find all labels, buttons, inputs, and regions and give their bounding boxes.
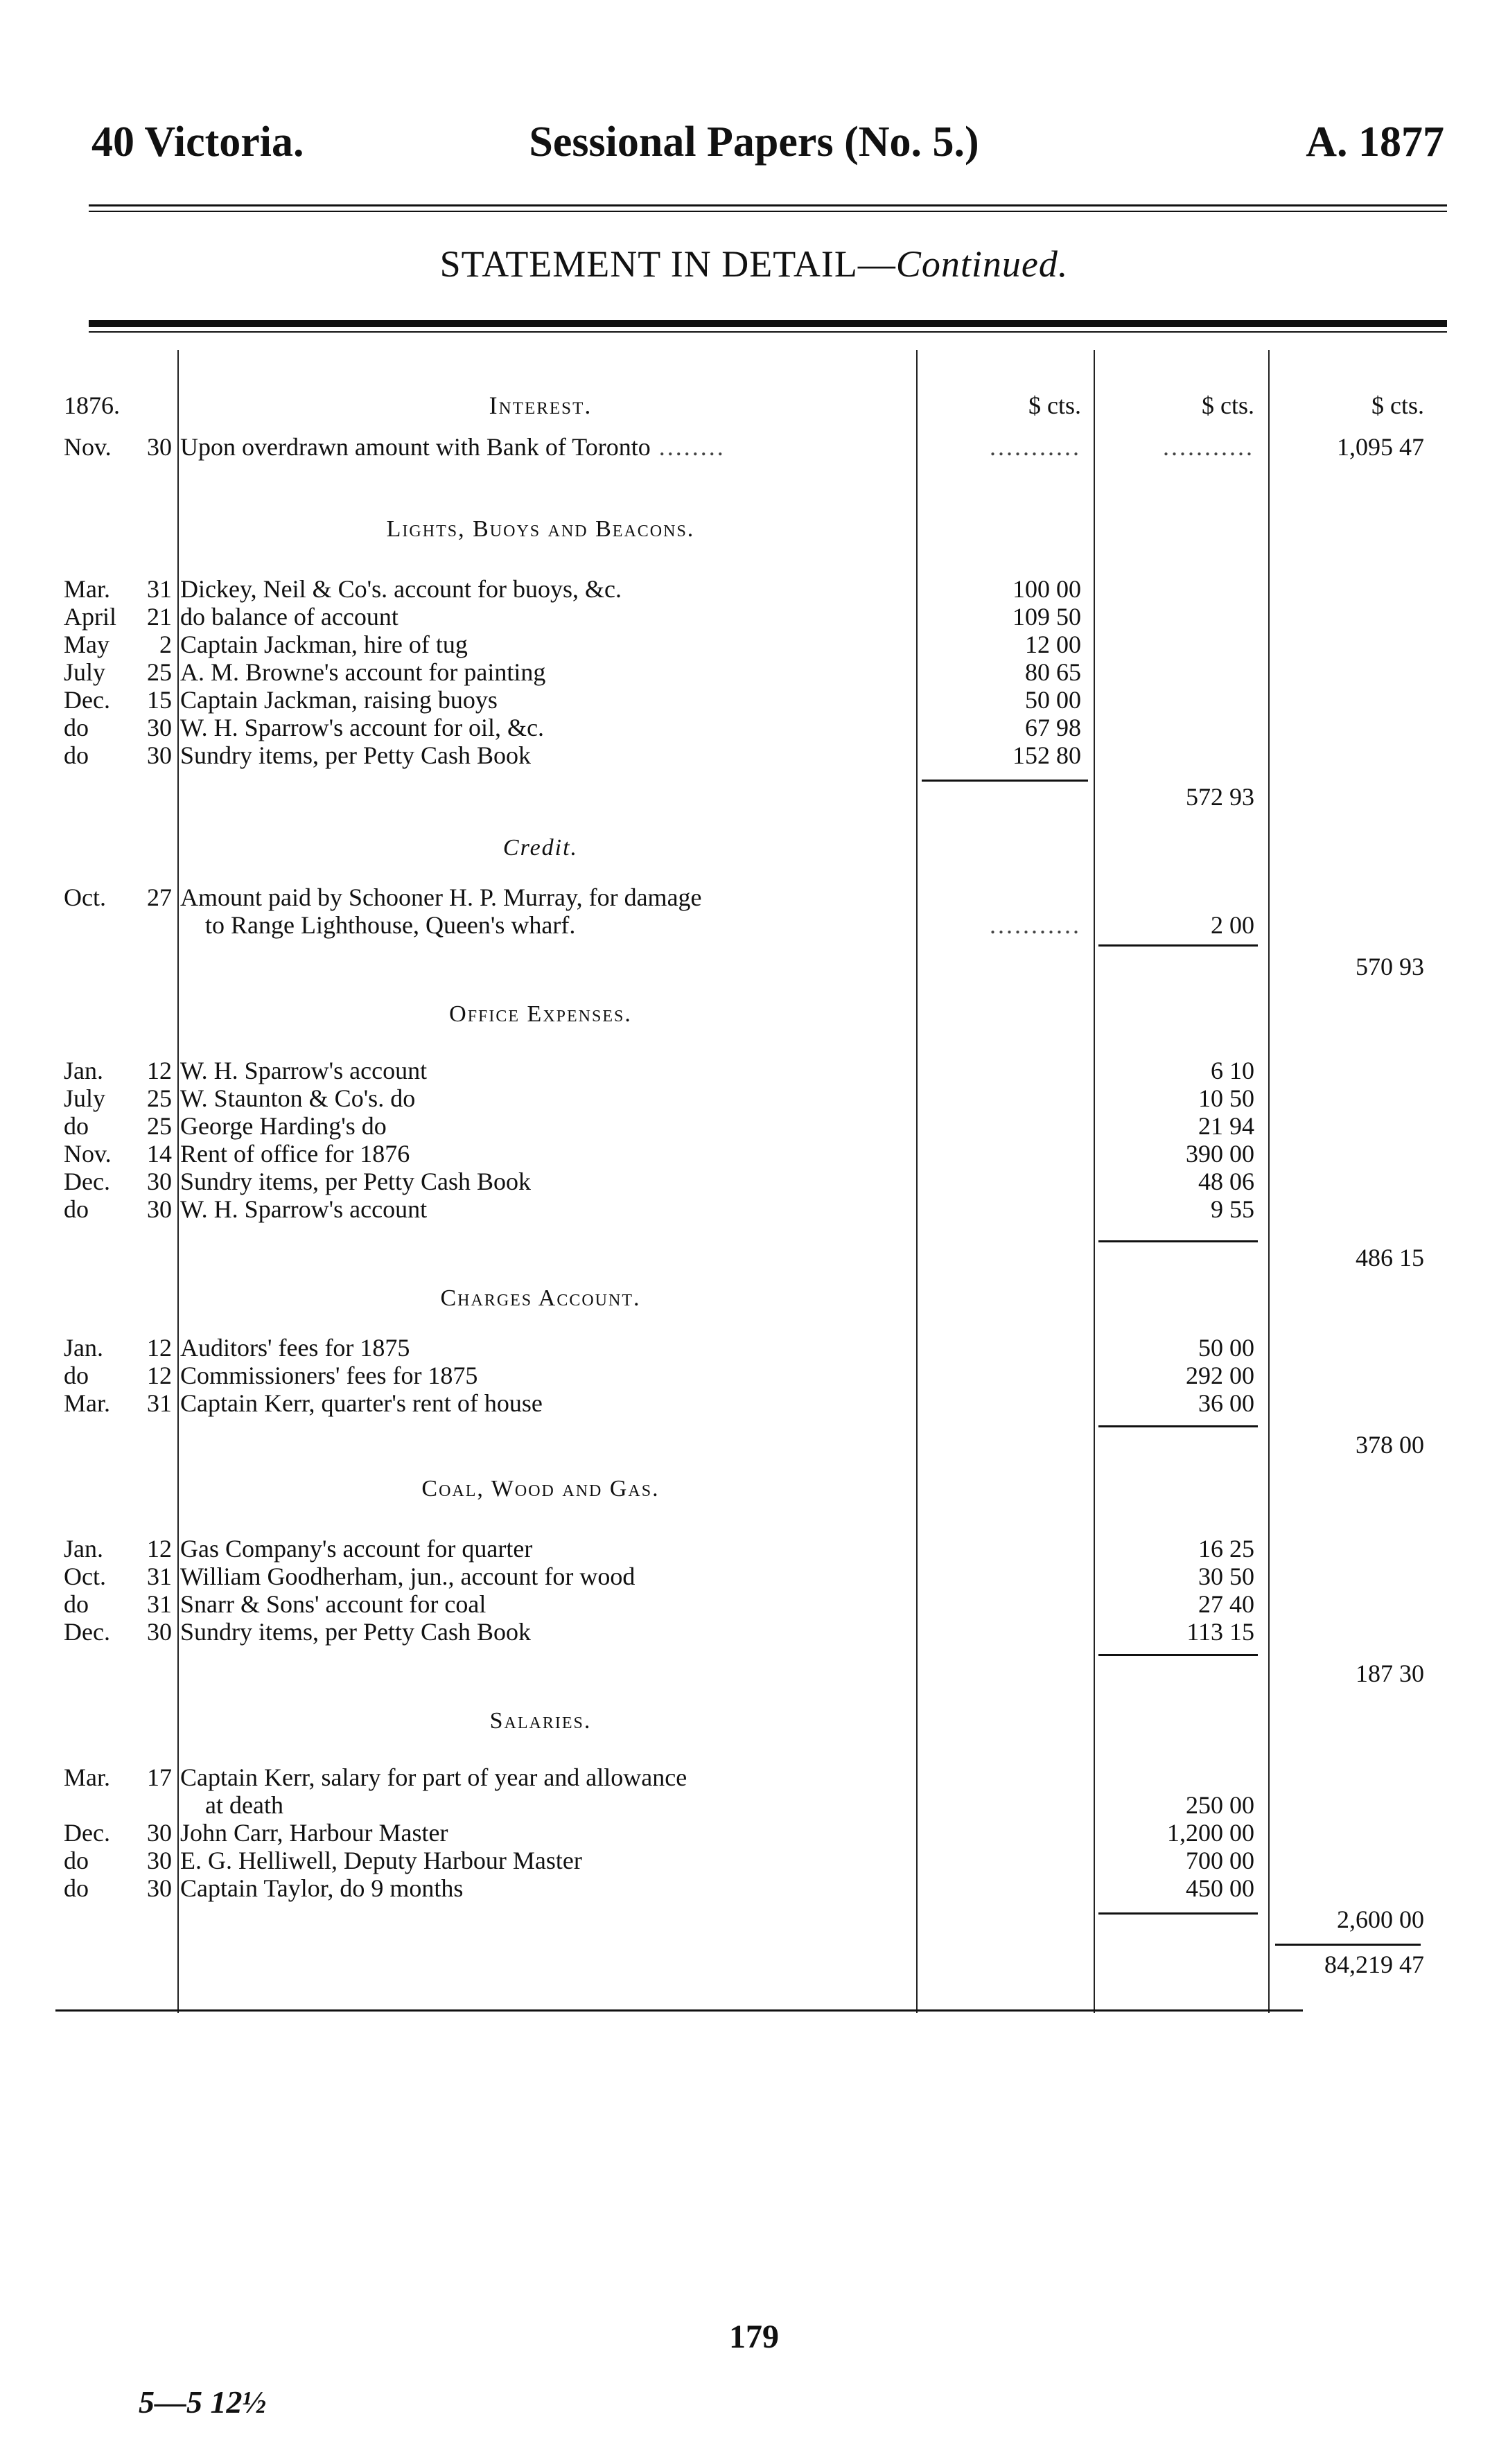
row-desc: Auditors' fees for 1875: [180, 1334, 410, 1362]
row-day: 31: [147, 1389, 172, 1417]
row-day: 2: [159, 631, 172, 658]
row-day: 17: [147, 1763, 172, 1791]
table-row: [0, 883, 1508, 911]
row-month: Mar.: [64, 575, 110, 603]
row-day: 30: [147, 1618, 172, 1646]
row-c2: 450 00: [1186, 1874, 1254, 1902]
row-c2: 390 00: [1186, 1140, 1254, 1168]
row-c1: 50 00: [1025, 686, 1081, 714]
table-row: [0, 1590, 1508, 1618]
row-c3: 1,095 47: [1337, 433, 1424, 461]
subtotal-rule: [1098, 1425, 1258, 1427]
table-row: [0, 1618, 1508, 1646]
subtotal-row: [0, 1906, 1508, 1933]
row-desc: W. H. Sparrow's account: [180, 1195, 428, 1223]
row-c2: 16 25: [1198, 1535, 1254, 1563]
row-c2: 27 40: [1198, 1590, 1254, 1618]
subtotal-c3: 2,600 00: [1337, 1906, 1424, 1933]
title-rule-thin: [89, 331, 1447, 333]
row-month: Jan.: [64, 1535, 103, 1563]
row-day: 21: [147, 603, 172, 631]
row-c2: 50 00: [1198, 1334, 1254, 1362]
table-row: [0, 1334, 1508, 1362]
table-row: [0, 714, 1508, 741]
table-row: [0, 575, 1508, 603]
row-c2: 6 10: [1211, 1057, 1254, 1084]
subtotal-rule: [1098, 1654, 1258, 1656]
row-day: 12: [147, 1334, 172, 1362]
row-c1: 80 65: [1025, 658, 1081, 686]
header-center: Sessional Papers (No. 5.): [529, 118, 979, 166]
table-row: [0, 1791, 1508, 1819]
table-row: [0, 1763, 1508, 1791]
row-month: do: [64, 1847, 89, 1874]
row-c1: 109 50: [1012, 603, 1081, 631]
row-month: Oct.: [64, 883, 106, 911]
row-day: 31: [147, 1563, 172, 1590]
row-c2: 250 00: [1186, 1791, 1254, 1819]
c1-header: $ cts.: [1028, 391, 1081, 419]
row-day: 14: [147, 1140, 172, 1168]
table-bottom-rule: [55, 2009, 1303, 2012]
subtotal-rule: [1098, 1240, 1258, 1242]
row-day: 31: [147, 575, 172, 603]
row-month: Dec.: [64, 1168, 110, 1195]
header-rule-bottom: [89, 211, 1447, 212]
row-c2-leader: ...........: [1163, 433, 1254, 461]
subtotal-c3: 378 00: [1356, 1431, 1424, 1459]
subtotal-c2: 572 93: [1186, 783, 1254, 811]
page-number: 179: [729, 2318, 779, 2355]
row-month: do: [64, 1195, 89, 1223]
table-row: [0, 1535, 1508, 1563]
table-row: [0, 1563, 1508, 1590]
column-header-row: [0, 391, 1508, 419]
row-desc: E. G. Helliwell, Deputy Harbour Master: [180, 1847, 582, 1874]
c2-header: $ cts.: [1202, 391, 1254, 419]
subtotal-row: [0, 1660, 1508, 1687]
row-c2: 30 50: [1198, 1563, 1254, 1590]
row-day: 30: [147, 1874, 172, 1902]
row-desc: Sundry items, per Petty Cash Book: [180, 1168, 531, 1195]
title-rule-thick: [89, 320, 1447, 327]
row-desc: Dickey, Neil & Co's. account for buoys, &c.: [180, 575, 622, 603]
row-c2: 1,200 00: [1167, 1819, 1254, 1847]
subtotal-row: [0, 783, 1508, 811]
row-desc: William Goodherham, jun., account for wood: [180, 1563, 635, 1590]
subtotal-c3: 486 15: [1356, 1244, 1424, 1271]
subtotal-c3: 570 93: [1356, 953, 1424, 980]
row-c1-leader: ...........: [990, 433, 1081, 461]
row-desc: at death: [205, 1791, 283, 1819]
row-month: Oct.: [64, 1563, 106, 1590]
row-c2: 292 00: [1186, 1362, 1254, 1389]
row-day: 30: [147, 1168, 172, 1195]
table-row: [0, 1168, 1508, 1195]
table-row: [0, 1195, 1508, 1223]
grand-total: 84,219 47: [1324, 1951, 1424, 1978]
row-day: 30: [147, 1195, 172, 1223]
row-c1-leader: ...........: [990, 911, 1081, 939]
section-heading-charges: Charges Account.: [440, 1285, 641, 1311]
table-row: [0, 433, 1508, 461]
row-day: 12: [147, 1535, 172, 1563]
table-row: [0, 1389, 1508, 1417]
row-day: 30: [147, 714, 172, 741]
row-month: do: [64, 714, 89, 741]
table-row: [0, 1057, 1508, 1084]
year-header: 1876.: [64, 391, 120, 419]
row-day: 25: [147, 1112, 172, 1140]
row-day: 12: [147, 1362, 172, 1389]
row-day: 27: [147, 883, 172, 911]
subtotal-row: [0, 1244, 1508, 1271]
section-heading-coal: Coal, Wood and Gas.: [421, 1476, 660, 1502]
row-desc: W. H. Sparrow's account for oil, &c.: [180, 714, 545, 741]
row-desc-text: Upon overdrawn amount with Bank of Toronto: [180, 433, 651, 461]
section-heading-credit: Credit.: [502, 835, 579, 861]
row-month: April: [64, 603, 116, 631]
row-desc: W. Staunton & Co's. do: [180, 1084, 416, 1112]
row-day: 30: [147, 1819, 172, 1847]
row-day: 25: [147, 1084, 172, 1112]
row-day: 15: [147, 686, 172, 714]
section-heading-lights: Lights, Buoys and Beacons.: [386, 516, 695, 542]
row-day: 30: [147, 1847, 172, 1874]
header-rule-top: [89, 204, 1447, 206]
printer-signature: 5—5 12½: [139, 2384, 266, 2420]
row-month: do: [64, 1112, 89, 1140]
title-main: STATEMENT IN DETAIL—: [439, 243, 896, 285]
subtotal-rule: [922, 780, 1088, 782]
row-month: Mar.: [64, 1389, 110, 1417]
row-desc: Snarr & Sons' account for coal: [180, 1590, 486, 1618]
row-desc: John Carr, Harbour Master: [180, 1819, 448, 1847]
row-c1: 67 98: [1025, 714, 1081, 741]
row-month: Dec.: [64, 1819, 110, 1847]
row-day: 31: [147, 1590, 172, 1618]
table-row: [0, 1362, 1508, 1389]
row-desc: Sundry items, per Petty Cash Book: [180, 741, 531, 769]
row-month: do: [64, 1362, 89, 1389]
table-row: [0, 686, 1508, 714]
table-row: [0, 741, 1508, 769]
table-row: [0, 1112, 1508, 1140]
row-desc: Captain Jackman, hire of tug: [180, 631, 468, 658]
interest-header: Interest.: [489, 391, 593, 419]
subtotal-row: [0, 1431, 1508, 1459]
table-row: [0, 1084, 1508, 1112]
row-month: May: [64, 631, 109, 658]
row-desc: Captain Kerr, salary for part of year and allowance: [180, 1763, 687, 1791]
row-desc: Amount paid by Schooner H. P. Murray, for damage: [180, 883, 702, 911]
row-c2: 113 15: [1186, 1618, 1254, 1646]
header-right: A. 1877: [1306, 118, 1444, 166]
row-desc: George Harding's do: [180, 1112, 387, 1140]
row-c2: 9 55: [1211, 1195, 1254, 1223]
row-month: do: [64, 741, 89, 769]
row-c2: 10 50: [1198, 1084, 1254, 1112]
row-month: July: [64, 658, 106, 686]
ledger-table: [0, 350, 1508, 2027]
row-c2: 21 94: [1198, 1112, 1254, 1140]
row-month: Jan.: [64, 1057, 103, 1084]
row-month: Dec.: [64, 1618, 110, 1646]
page-title: [0, 243, 1508, 285]
grand-total-rule: [1275, 1944, 1421, 1946]
row-desc: Captain Taylor, do 9 months: [180, 1874, 464, 1902]
row-desc: Captain Kerr, quarter's rent of house: [180, 1389, 543, 1417]
subtotal-row: [0, 953, 1508, 980]
row-month: Mar.: [64, 1763, 110, 1791]
row-desc: A. M. Browne's account for painting: [180, 658, 546, 686]
row-c1: 12 00: [1025, 631, 1081, 658]
section-heading-salaries: Salaries.: [489, 1708, 592, 1734]
row-c2: 700 00: [1186, 1847, 1254, 1874]
row-c2: 2 00: [1211, 911, 1254, 939]
row-day: 30: [147, 741, 172, 769]
table-row: [0, 1819, 1508, 1847]
row-month: Nov.: [64, 433, 112, 461]
row-desc: Rent of office for 1876: [180, 1140, 410, 1168]
row-month: Dec.: [64, 686, 110, 714]
row-c2: 48 06: [1198, 1168, 1254, 1195]
table-row: [0, 911, 1508, 939]
table-row: [0, 603, 1508, 631]
row-day: 25: [147, 658, 172, 686]
row-c2: 36 00: [1198, 1389, 1254, 1417]
row-day: 12: [147, 1057, 172, 1084]
section-heading-office: Office Expenses.: [449, 1001, 632, 1027]
row-desc: Commissioners' fees for 1875: [180, 1362, 478, 1389]
subtotal-c3: 187 30: [1356, 1660, 1424, 1687]
row-desc: to Range Lighthouse, Queen's wharf.: [205, 911, 576, 939]
row-desc: Sundry items, per Petty Cash Book: [180, 1618, 531, 1646]
table-row: [0, 1140, 1508, 1168]
table-row: [0, 631, 1508, 658]
row-desc: W. H. Sparrow's account: [180, 1057, 428, 1084]
row-desc: Upon overdrawn amount with Bank of Toronto ........: [180, 433, 726, 461]
row-desc: Captain Jackman, raising buoys: [180, 686, 498, 714]
grand-total-row: [0, 1951, 1508, 1978]
row-c1: 100 00: [1012, 575, 1081, 603]
subtotal-rule: [1098, 944, 1258, 947]
row-c1: 152 80: [1012, 741, 1081, 769]
title-italic: Continued.: [895, 243, 1069, 285]
row-desc: do balance of account: [180, 603, 398, 631]
row-day: 30: [147, 433, 172, 461]
row-month: Jan.: [64, 1334, 103, 1362]
table-row: [0, 658, 1508, 686]
table-row: [0, 1847, 1508, 1874]
row-desc: Gas Company's account for quarter: [180, 1535, 533, 1563]
row-month: do: [64, 1590, 89, 1618]
row-month: Nov.: [64, 1140, 112, 1168]
row-month: July: [64, 1084, 106, 1112]
row-month: do: [64, 1874, 89, 1902]
header-left: 40 Victoria.: [91, 118, 304, 166]
table-row: [0, 1874, 1508, 1902]
c3-header: $ cts.: [1371, 391, 1424, 419]
